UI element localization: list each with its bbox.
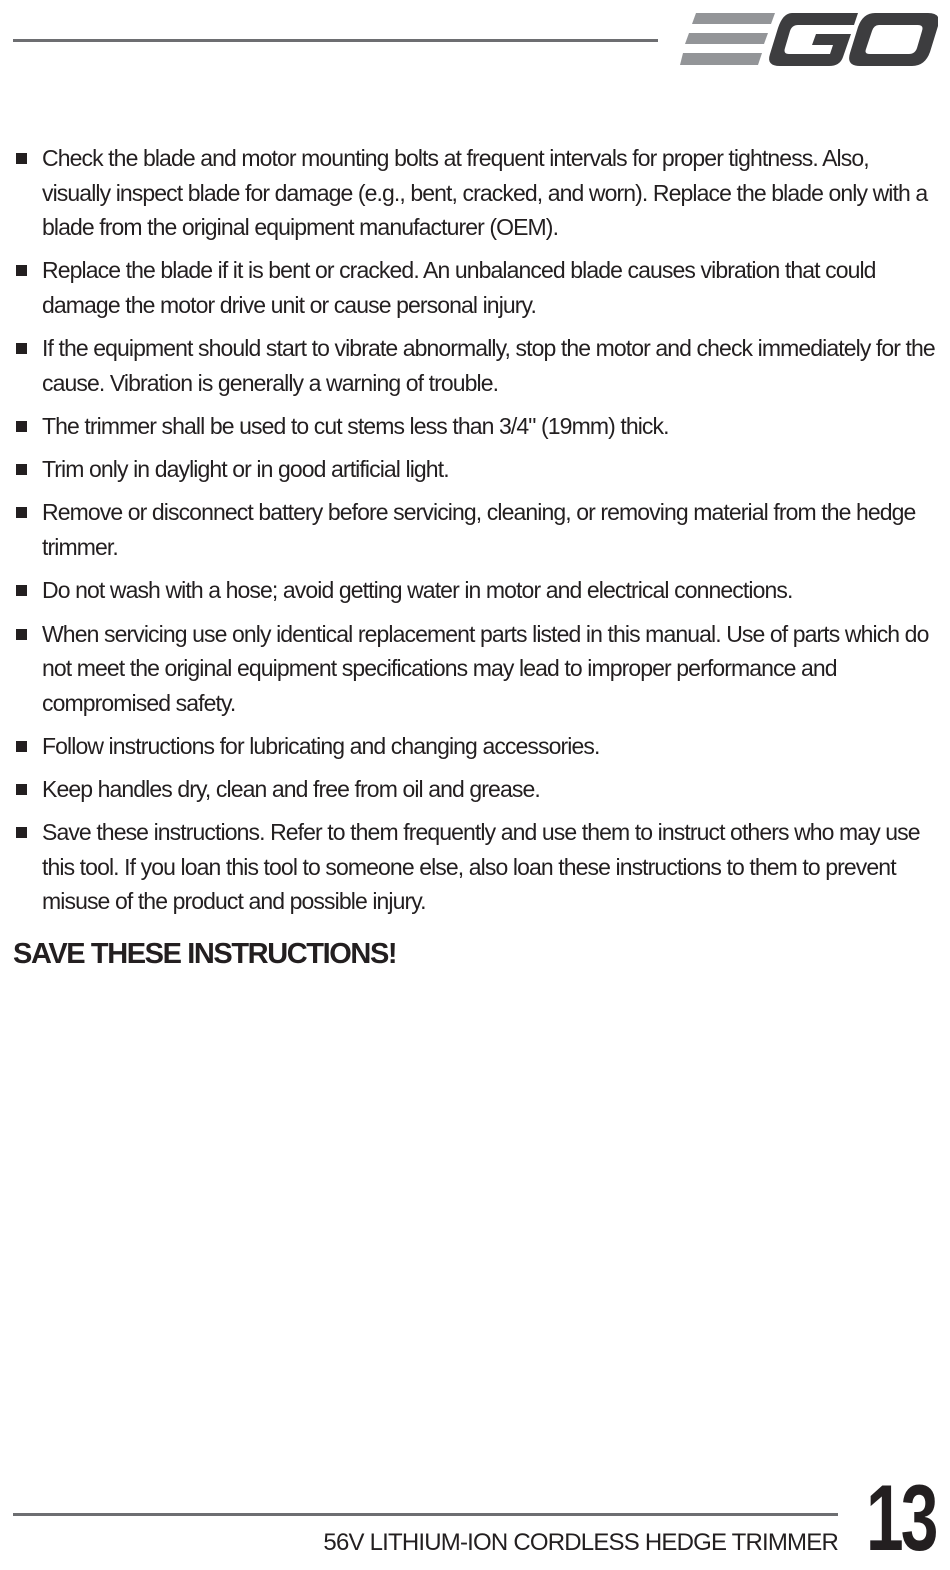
bullet-item [13, 573, 938, 608]
bullet-text: If the equipment should start to vibrate abnormally, stop the motor and check immediately for the cause. Vibration is generally a warning of trouble. [42, 335, 935, 396]
square-bullet-icon [16, 464, 27, 475]
bullet-item [13, 617, 938, 721]
bullet-text: Keep handles dry, clean and free from oil and grease. [42, 776, 540, 803]
bullet-item [13, 409, 938, 444]
bullet-item [13, 815, 938, 919]
bullet-text: Follow instructions for lubricating and changing accessories. [42, 732, 600, 759]
page-number: 13 [866, 1465, 936, 1570]
bullet-item [13, 141, 938, 245]
square-bullet-icon [16, 265, 27, 276]
save-instructions-heading: SAVE THESE INSTRUCTIONS! [13, 938, 397, 970]
square-bullet-icon [16, 507, 27, 518]
square-bullet-icon [16, 585, 27, 596]
bullet-text: When servicing use only identical replacement parts listed in this manual. Use of parts which do not meet the original equipment specifications may lead to improper performance and compromised safety. [42, 620, 929, 716]
square-bullet-icon [16, 421, 27, 432]
ego-logo [680, 10, 938, 70]
header-rule [13, 39, 658, 42]
square-bullet-icon [16, 343, 27, 354]
bullet-item [13, 729, 938, 764]
bullet-item [13, 495, 938, 564]
bullet-item [13, 253, 938, 322]
ego-logo-graphic [680, 10, 938, 70]
square-bullet-icon [16, 741, 27, 752]
bullet-text: Trim only in daylight or in good artificial light. [42, 456, 449, 483]
footer-rule [13, 1513, 838, 1516]
bullet-text: Replace the blade if it is bent or cracked. An unbalanced blade causes vibration that could damage the motor drive unit or cause personal injury. [42, 257, 876, 318]
bullet-item [13, 452, 938, 487]
bullet-text: Check the blade and motor mounting bolts at frequent intervals for proper tightness. Also, visually inspect blade for damage (e.g., bent, cracked, and worn). Replace the blade only with a blade from the original equipment manufacturer (OEM). [42, 145, 928, 240]
bullet-text: Do not wash with a hose; avoid getting water in motor and electrical connections. [42, 577, 793, 604]
bullet-item [13, 331, 938, 400]
safety-bullet-list [13, 141, 938, 928]
bullet-text: Remove or disconnect battery before servicing, cleaning, or removing material from the hedge trimmer. [42, 499, 916, 560]
square-bullet-icon [16, 629, 27, 640]
square-bullet-icon [16, 827, 27, 838]
bullet-text: Save these instructions. Refer to them frequently and use them to instruct others who may use this tool. If you loan this tool to someone else, also loan these instructions to them to prevent misuse of the product and possible injury. [42, 819, 920, 915]
square-bullet-icon [16, 153, 27, 164]
bullet-item [13, 772, 938, 807]
bullet-text: The trimmer shall be used to cut stems less than 3/4" (19mm) thick. [42, 412, 669, 439]
square-bullet-icon [16, 784, 27, 795]
footer-product-title: 56V LITHIUM-ION CORDLESS HEDGE TRIMMER [323, 1529, 838, 1556]
